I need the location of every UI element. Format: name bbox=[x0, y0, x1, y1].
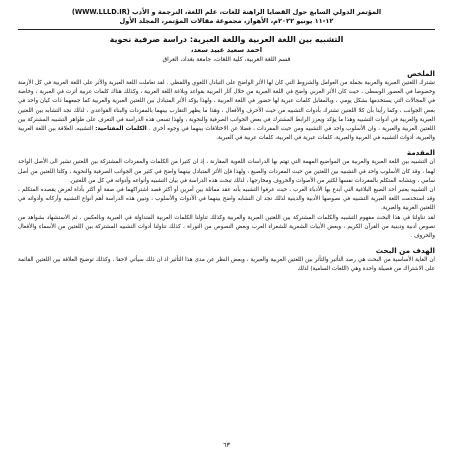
conference-header bbox=[18, 8, 435, 26]
author-affiliation: قسم اللغة العربية، كلية اللغات، جامعة بغداد، العراق bbox=[162, 56, 291, 63]
objective-heading: الهدف من البحث bbox=[375, 246, 435, 256]
abstract-heading: الملخص bbox=[407, 69, 435, 78]
introduction-paragraph-3: لقد تناولنا في هذا البحث مفهوم التشبيه والكلمات المشتركة بين اللغتين العبرية والعربية وكذلك تناولنا الكلمات العربية المتداولة في العبرية وبالعكس ، ثم الاستشهاد بشواهد من نصوص أدبية ودينية من القرآن الكريم ، وبعض الأبيات الشعرية للشعراء العرب وبعض النصوص من التوراة ، كذلك تناولنا أدوات التشبيه المشتركة بين اللغتين من الأسماء والأفعال والحروف . bbox=[18, 214, 435, 240]
introduction-paragraph-1: ان التشبيه بين اللغة العبرية والعربية من المواضيع المهمة التي تهتم بها الدراسات اللغوية المقارنة ، إذ ان كثيرا من الكلمات والمفردات المشتركة بين اللغتين تشير الى الأصل الواحد لهما ، وقد كان الأسلوب واحد في التشبيه بين اللغتين من حيث المفردات والصيغ ، ولهذا فإن الأثر المتبادل بينهما واضح في كثير من الجوانب الصرفية والنحوية ، وكلتا اللغتين من أصل سامي ، ويتشابه المتكلم بالمفردات نفسها لكثير من الأصوات والحروف ومخارجها ، لذلك تبحث هذه الدراسة في بيان التشبيه وأنواعه وأدواته في كل من اللغتين. bbox=[18, 159, 435, 184]
keywords-label: الكلمات المفتاحية: bbox=[95, 126, 147, 133]
article-title: التشبيه بين اللغة العربية واللغة العبرية: دراسة صرفية نحوية bbox=[109, 35, 344, 44]
introduction-paragraph-2: ان التشبيه يعتبر أحد الصيغ البلاغية التي أبدع بها الأدباء العرب ، حيث عرفوا التشبيه بأنه عقد مماثلة بين أمرين أو أكثر قصد اشتراكهما في صفة أو أكثر بأداة لغرض يقصده المتكلم ، وقد استخدمت اللغة العبرية التشبيه في نصوصها الأدبية والدينية لذلك نجد ان التشابه واضح بينهما في الأدوات والأسلوب ، وتبين هذه الدراسة أهم أنواع التشبيه وأركانه وأدواته في اللغتين العربية والعبرية. bbox=[18, 187, 435, 212]
conference-details: ۱۱-۱۲ يونيو ۲۰۲۲م، الأهواز، مجموعة مقالات المؤتمر، المجلد الأول bbox=[119, 17, 334, 25]
abstract-text: تشترك اللغتين العبرية والعربية بجملة من العوامل والشروط التي كان لها الأثر الواضح على التبادل اللغوي واللفظي . لقد تعاملت اللغة العبرية والأثر على اللغة العربية في كل الأزمنة وخصوصا في العصور الوسطى ، حيث كان الأثر العربي واضح في اللغة العبرية من خلال آثار العربية بقواعد وبلاغة اللغة العربية ، وكذلك هناك كلمات عربية أثرت في العبرية ، وخاصة في المجالات التي يستخدمها بشكل يومي ، وبالمقابل كلمات عبرية لها حضور في اللغة العربية ، ولهذا يؤكد الأثر المتبادل بين اللغتين العبرية والعربية كما جمعهما ذات كيان واحد في بعض الجوانب ، وكما رأينا بأن كلا اللغتين تشترك بأدوات التشبيه من حيث الأحرف والأفعال ، وهذا ما يظهر التقارب بينهما بالمفردات والبناء القواعدي ، لذلك نجد التشابه بين اللغتين العبرية والعربية في أدوات التشبيه وهذا ما يؤكد ويعزز الرابط المشترك في بعض الجوانب الصرفية والنحوية ، ولهذا تسعى هذه الدراسة في التعرف على ظواهر التشبيه المشتركة بين اللغتين العربية والعبرية ، وان الأسلوب واحد في التشبيه ومن حيث المفردات ، فضلا عن الاختلافات بينهما في وجوه أخرى . bbox=[18, 80, 436, 133]
header-divider bbox=[18, 29, 435, 30]
page-number: ٦٣ bbox=[223, 441, 230, 449]
keywords-list: التشبيه، العلاقة بين اللغة العربية والعبرية، أدوات التشبيه في العربية والعبرية، كلمات عبرية في العربية، كلمات عربية في العبرية. bbox=[18, 126, 435, 142]
abstract-body bbox=[18, 79, 435, 143]
introduction-heading: المقدمة bbox=[406, 148, 435, 158]
conference-title: المؤتمر الدولي السابع حول القضايا الراهنة للغات، علم اللغة، الترجمة و الأدب (WWW.LLLD.IR) bbox=[71, 8, 382, 16]
article-author: احمد سعيد عبيد سعد، bbox=[190, 46, 263, 54]
objective-body: ان الغاية الأساسية من البحث هي رصد التأثير والتأثر بين اللغتين العربية والعبرية ، وبعض النظر عن مدى هذا التأثير اذ ان ذلك سيأتي لاحقا ، وكذلك توضيح العلاقة بين اللغتين القائمة على الاشتراك من فصيلة واحدة وهي (اللغات السامية) لذلك bbox=[18, 257, 435, 273]
